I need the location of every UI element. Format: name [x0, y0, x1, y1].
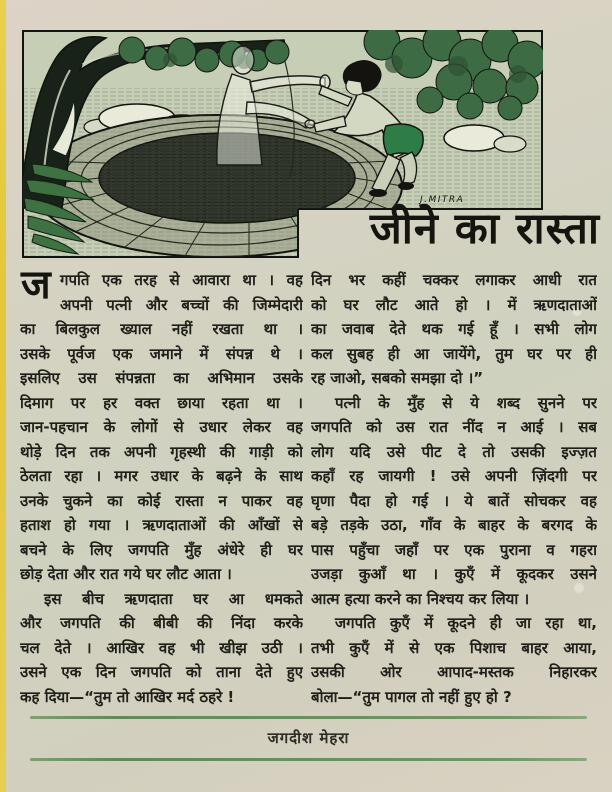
text-line: कहाँ रह जायगी ! उसे अपनी ज़िंदगी पर — [311, 467, 597, 485]
text-line: रह जाओ, सबको समझा दो ।” — [311, 369, 484, 387]
text-line: इसलिए उस संपन्नता का अभिमान उसके — [20, 369, 303, 387]
text-line: कल सुबह ही आ जायेंगे, तुम घर पर ही — [311, 344, 597, 363]
text-line: दिमाग पर हर वक्त छाया रहता था । — [20, 393, 303, 412]
text-line: जान-पहचान के लोगों से उधार लेकर वह — [20, 418, 303, 436]
illustrator-signature: J.MITRA — [420, 195, 465, 205]
text-line: हताश हो गया । ऋणदाताओं की आँखों से — [20, 516, 303, 534]
text-line: पत्नी के मुँह से ये शब्द सुनने पर — [335, 393, 597, 412]
text-line: का जवाब देते थक गई हूँ । सभी लोग — [311, 320, 597, 338]
drop-cap: ज — [21, 262, 51, 308]
text-line: छोड़ देता और रात गये घर लौट आता । — [20, 565, 232, 583]
text-line: उनके चुकने का कोई रास्ता न पाकर वह — [20, 491, 303, 510]
page-title: जीने का रास्ता — [369, 204, 600, 254]
text-line: बड़े तड़के उठा, गाँव के बाहर के बरगद के — [311, 516, 597, 534]
footer — [30, 716, 587, 761]
text-line: जगपति कुएँ में कूदने ही जा रहा था, — [335, 614, 597, 632]
text-line: इस बीच ऋणदाता घर आ धमकते — [44, 589, 303, 608]
text-line: दिन भर कहीं चक्कर लगाकर आधी रात — [311, 271, 597, 289]
text-line: उजड़ा कुआँ था । कुएँ में कूदकर उसने — [311, 565, 597, 583]
text-line: जगपति को उस रात नींद न आई । सब — [311, 418, 597, 436]
text-line: अपनी पत्नी और बच्चों की जिम्मेदारी — [60, 295, 303, 314]
divider-rule-bottom — [30, 758, 587, 761]
text-line: लोग यदि उसे पीट दे तो उसकी इज्ज़त — [311, 442, 597, 461]
text-line: चल देते । आखिर वह भी खीझ उठी । — [20, 638, 303, 657]
text-column-right — [311, 268, 597, 709]
text-line: उसकी ओर आपाद-मस्तक निहारकर — [311, 663, 597, 681]
text-line: और जगपति की बीबी की निंदा करके — [20, 614, 303, 632]
text-line: कह दिया—“तुम तो आखिर मर्द ठहरे ! — [20, 687, 235, 706]
text-line: ठेलता रहा । मगर उधार के बढ़ने के साथ — [20, 467, 303, 485]
text-line: गपति एक तरह से आवारा था । वह — [60, 271, 303, 289]
author-name: जगदीश मेहरा — [267, 729, 350, 747]
text-column-left — [20, 268, 303, 709]
text-line: का बिलकुल ख्याल नहीं रखता था । — [20, 320, 303, 338]
text-line: पास पहुँचा जहाँ पर एक पुराना व गहरा — [311, 540, 597, 559]
text-line: को घर लौट आते हो । में ऋणदाताओं — [311, 295, 597, 314]
text-line: घृणा पैदा हो गई । ये बातें सोचकर वह — [311, 491, 597, 510]
text-line: उसने एक दिन जगपति को ताना देते हुए — [20, 663, 303, 681]
text-line: बोला—“तुम पागल तो नहीं हुए हो ? — [311, 687, 512, 706]
page-edge-strip — [0, 0, 6, 792]
text-line: उसके पूर्वज एक जमाने में संपन्न थे । — [20, 344, 303, 363]
text-line: आत्म हत्या करने का निश्चय कर लिया । — [311, 589, 530, 608]
text-line: तभी कुएँ में से एक पिशाच बाहर आया, — [311, 638, 597, 657]
text-line: थोड़े दिन तक अपनी गृहस्थी की गाड़ी को — [20, 442, 303, 461]
text-line: बचने के लिए जगपति मुँह अंधेरे ही घर — [20, 540, 303, 559]
